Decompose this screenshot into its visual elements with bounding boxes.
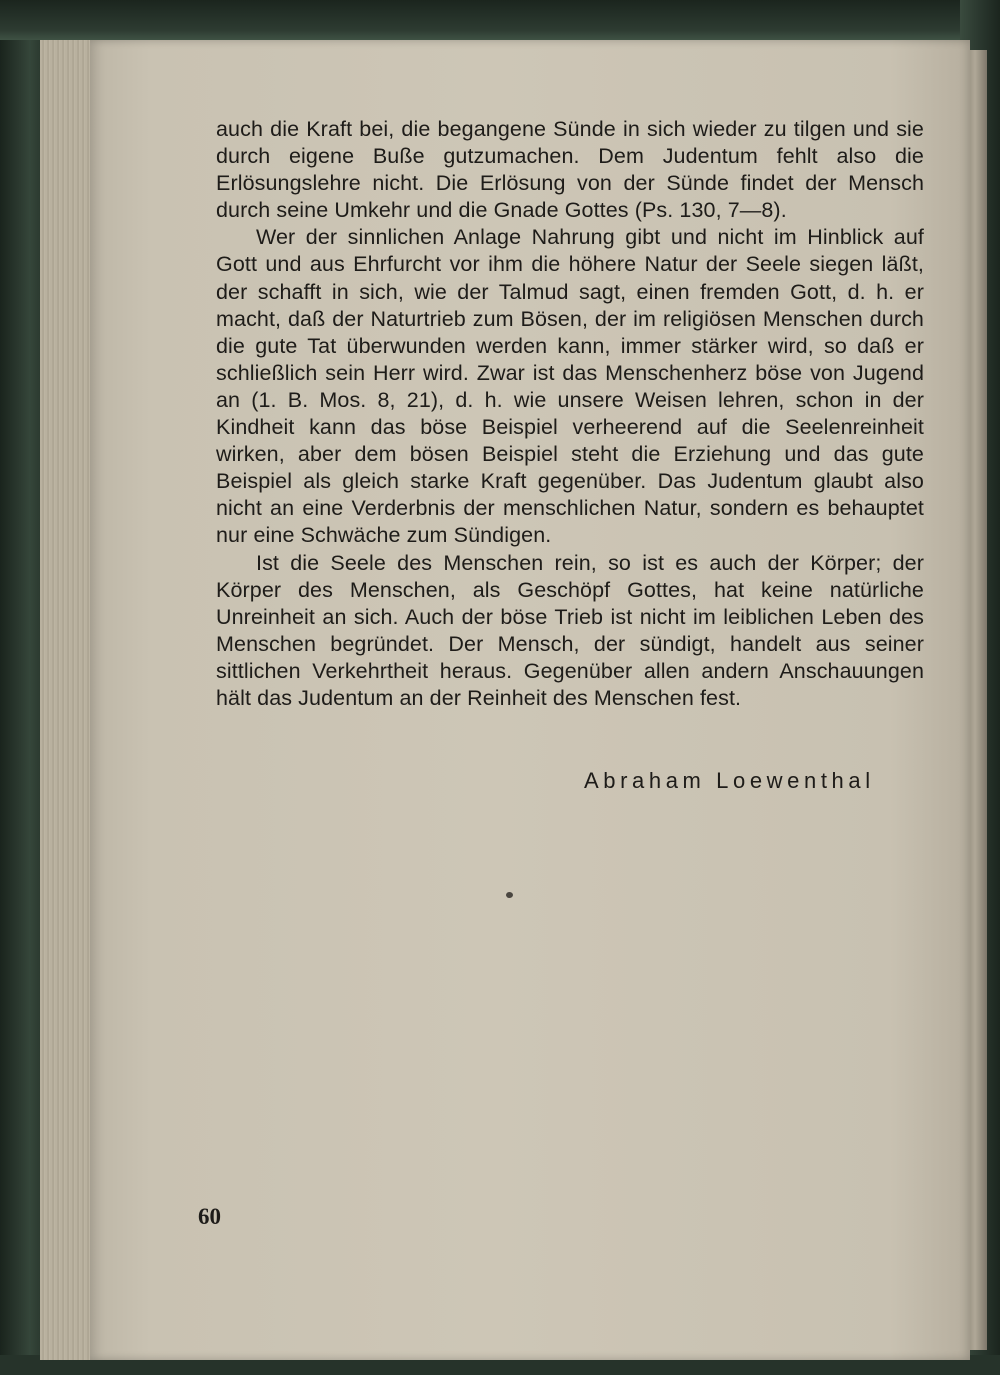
- paragraph-2: Wer der sinnlichen Anlage Nahrung gibt und nicht im Hinblick auf Gott und aus Ehrfurcht vor ihm die höhere Natur der Seele siegen läßt, der schafft in sich, wie der Talmud sagt, einen fremden Gott, d. h. er macht, daß der Naturtrieb zum Bösen, der im religiösen Menschen durch die gute Tat überwunden werden kann, immer stärker wird, so daß er schließlich sein Herr wird. Zwar ist das Menschenherz böse von Jugend an (1. B. Mos. 8, 21), d. h. wie unsere Weisen lehren, schon in der Kindheit kann das böse Beispiel verheerend auf die Seelenreinheit wirken, aber dem bösen Beispiel steht die Erziehung und das gute Beispiel als gleich starke Kraft gegenüber. Das Judentum glaubt also nicht an eine Verderbnis der menschlichen Natur, sondern es behauptet nur eine Schwäche zum Sündigen.: [216, 225, 924, 548]
- ink-speck: [506, 892, 513, 898]
- page-number: 60: [198, 1204, 221, 1229]
- book-cover-top-edge: [0, 0, 1000, 40]
- page-paper: [90, 40, 970, 1360]
- paragraph-1: auch die Kraft bei, die begangene Sünde in sich wieder zu tilgen und sie durch eigene Buße gutzumachen. Dem Judentum fehlt also die Erlösungslehre nicht. Die Erlösung von der Sünde findet der Mensch durch seine Umkehr und die Gnade Gottes (Ps. 130, 7—8).: [216, 117, 924, 223]
- paragraph-3: Ist die Seele des Menschen rein, so ist es auch der Körper; der Körper des Menschen, als Geschöpf Gottes, hat keine natürliche Unreinheit an sich. Auch der böse Trieb ist nicht im leiblichen Leben des Menschen begründet. Der Mensch, der sündigt, handelt aus seiner sittlichen Verkehrtheit heraus. Gegenüber allen andern Anschauungen hält das Judentum an der Reinheit des Menschen fest.: [216, 550, 924, 710]
- author-signature: Abraham Loewenthal: [584, 768, 875, 793]
- body-text: [216, 116, 924, 712]
